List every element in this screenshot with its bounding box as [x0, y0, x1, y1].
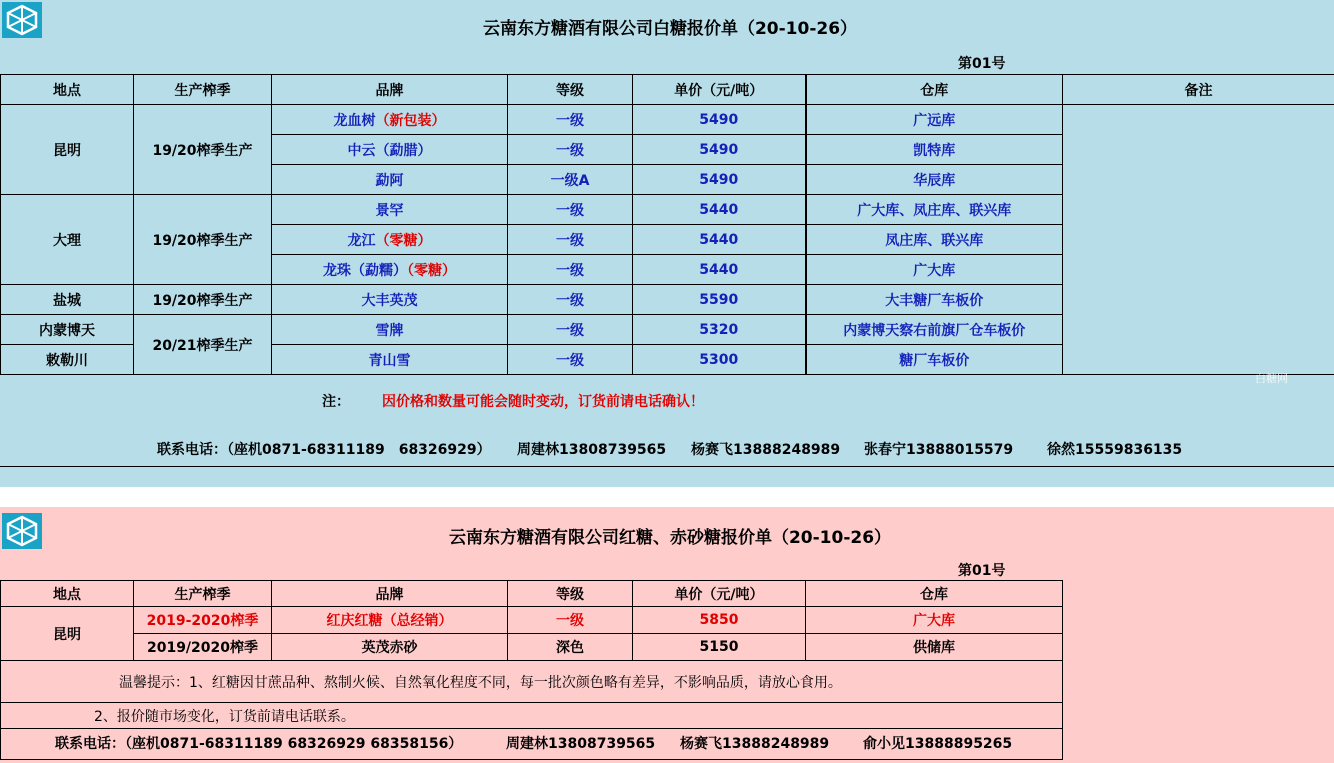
- warehouse-cell: 广大库: [806, 255, 1063, 285]
- header-grade: 等级: [508, 75, 633, 105]
- contact-person: 周建林13808739565: [506, 736, 656, 752]
- header-season: 生产榨季: [134, 581, 272, 607]
- season-cell: 19/20榨季生产: [134, 105, 272, 195]
- table-header-row: [1, 581, 1063, 607]
- brand-cell: 青山雪: [272, 345, 508, 375]
- brand-note: （新包装）: [375, 112, 446, 129]
- brand-cell: [272, 255, 508, 285]
- brand-cell: 大丰英茂: [272, 285, 508, 315]
- document-number: 第01号: [958, 563, 1006, 579]
- warehouse-cell: 凯特库: [806, 135, 1063, 165]
- brand-cell: 勐阿: [272, 165, 508, 195]
- location-cell: 大理: [1, 195, 134, 285]
- price-cell: 5490: [633, 135, 806, 165]
- contact-person: 俞小见13888895265: [863, 736, 1013, 752]
- grade-cell: 深色: [508, 634, 633, 661]
- document-number: 第01号: [958, 56, 1006, 72]
- watermark: 白糖网: [1255, 372, 1288, 385]
- warehouse-cell: 糖厂车板价: [806, 345, 1063, 375]
- grade-cell: 一级: [508, 315, 633, 345]
- brand-cell: 英茂赤砂: [272, 634, 508, 661]
- contact-person: 徐然15559836135: [1047, 442, 1183, 458]
- grade-cell: 一级: [508, 105, 633, 135]
- season-cell: 2019-2020榨季: [134, 607, 272, 634]
- logo-icon: [2, 513, 42, 549]
- brand-note: （零糖）: [375, 232, 432, 249]
- tip-cell: 2、报价随市场变化，订货前请电话联系。: [1, 703, 1063, 729]
- location-cell: 昆明: [1, 607, 134, 661]
- warehouse-cell: 大丰糖厂车板价: [806, 285, 1063, 315]
- price-cell: 5150: [633, 634, 806, 661]
- sheet-title: 云南东方糖酒有限公司红糖、赤砂糖报价单（20-10-26）: [448, 528, 892, 548]
- header-warehouse: 仓库: [806, 75, 1063, 105]
- contact-label: 联系电话：（座机0871-68311189 68326929 68358156）: [55, 736, 463, 752]
- remarks-cell: [1063, 105, 1334, 375]
- grade-cell: 一级: [508, 345, 633, 375]
- brand-cell: [272, 105, 508, 135]
- price-cell: 5440: [633, 255, 806, 285]
- header-grade: 等级: [508, 581, 633, 607]
- price-cell: 5590: [633, 285, 806, 315]
- warehouse-cell: 广远库: [806, 105, 1063, 135]
- warehouse-cell: 华辰库: [806, 165, 1063, 195]
- price-cell: 5300: [633, 345, 806, 375]
- contact-cell: [1, 729, 1063, 760]
- note-label: 注：: [322, 394, 350, 410]
- warehouse-cell: 内蒙博天察右前旗厂仓车板价: [806, 315, 1063, 345]
- brand-cell: 景罕: [272, 195, 508, 225]
- brand-cell: [272, 225, 508, 255]
- grade-cell: 一级: [508, 135, 633, 165]
- grade-cell: 一级: [508, 285, 633, 315]
- tip-row: [1, 703, 1063, 729]
- brand-note: （零糖）: [407, 262, 456, 279]
- price-cell: 5490: [633, 105, 806, 135]
- price-cell: 5440: [633, 225, 806, 255]
- header-brand: 品牌: [272, 581, 508, 607]
- season-cell: 19/20榨季生产: [134, 195, 272, 285]
- sheet-title: 云南东方糖酒有限公司白糖报价单（20-10-26）: [482, 19, 858, 39]
- logo-icon: [2, 2, 42, 38]
- price-cell: 5850: [633, 607, 806, 634]
- brand-cell: 红庆红糖（总经销）: [272, 607, 508, 634]
- table-row: [1, 634, 1063, 661]
- table-row: [1, 607, 1063, 634]
- season-cell: 2019/2020榨季: [134, 634, 272, 661]
- table-row: [1, 105, 1334, 135]
- brand-name: 龙江: [347, 232, 376, 249]
- grade-cell: 一级: [508, 255, 633, 285]
- header-price: 单价（元/吨）: [633, 75, 806, 105]
- price-table: [0, 74, 1334, 375]
- season-cell: 20/21榨季生产: [134, 315, 272, 375]
- price-cell: 5490: [633, 165, 806, 195]
- header-location: 地点: [1, 75, 134, 105]
- brand-name: 龙珠（勐糯）: [323, 262, 407, 279]
- brown-sugar-sheet: [0, 507, 1334, 763]
- divider: [0, 466, 1334, 467]
- note-text: 因价格和数量可能会随时变动，订货前请电话确认！: [382, 394, 704, 410]
- header-price: 单价（元/吨）: [633, 581, 806, 607]
- grade-cell: 一级: [508, 225, 633, 255]
- warehouse-cell: 供储库: [806, 634, 1063, 661]
- contact-row: [1, 729, 1063, 760]
- brand-cell: 雪牌: [272, 315, 508, 345]
- header-remarks: 备注: [1063, 75, 1334, 105]
- contact-label: 联系电话：（座机0871-68311189 68326929）: [157, 442, 491, 458]
- location-cell: 昆明: [1, 105, 134, 195]
- warehouse-cell: 凤庄库、联兴库: [806, 225, 1063, 255]
- location-cell: 盐城: [1, 285, 134, 315]
- brand-cell: 中云（勐腊）: [272, 135, 508, 165]
- price-cell: 5440: [633, 195, 806, 225]
- grade-cell: 一级A: [508, 165, 633, 195]
- contact-person: 周建林13808739565: [517, 442, 667, 458]
- price-cell: 5320: [633, 315, 806, 345]
- table-header-row: [1, 75, 1334, 105]
- price-table: [0, 580, 1063, 760]
- contact-person: 张春宁13888015579: [864, 442, 1014, 458]
- contact-person: 杨赛飞13888248989: [680, 736, 830, 752]
- header-brand: 品牌: [272, 75, 508, 105]
- warehouse-cell: 广大库、凤庄库、联兴库: [806, 195, 1063, 225]
- location-cell: 内蒙博天: [1, 315, 134, 345]
- header-location: 地点: [1, 581, 134, 607]
- header-season: 生产榨季: [134, 75, 272, 105]
- brand-name: 龙血树: [333, 112, 376, 129]
- tip-cell: 温馨提示：1、红糖因甘蔗品种、熬制火候、自然氧化程度不同，每一批次颜色略有差异，不影响品质，请放心食用。: [1, 661, 1063, 703]
- grade-cell: 一级: [508, 607, 633, 634]
- location-cell: 敕勒川: [1, 345, 134, 375]
- tip-row: [1, 661, 1063, 703]
- contact-person: 杨赛飞13888248989: [691, 442, 841, 458]
- header-warehouse: 仓库: [806, 581, 1063, 607]
- grade-cell: 一级: [508, 195, 633, 225]
- warehouse-cell: 广大库: [806, 607, 1063, 634]
- season-cell: 19/20榨季生产: [134, 285, 272, 315]
